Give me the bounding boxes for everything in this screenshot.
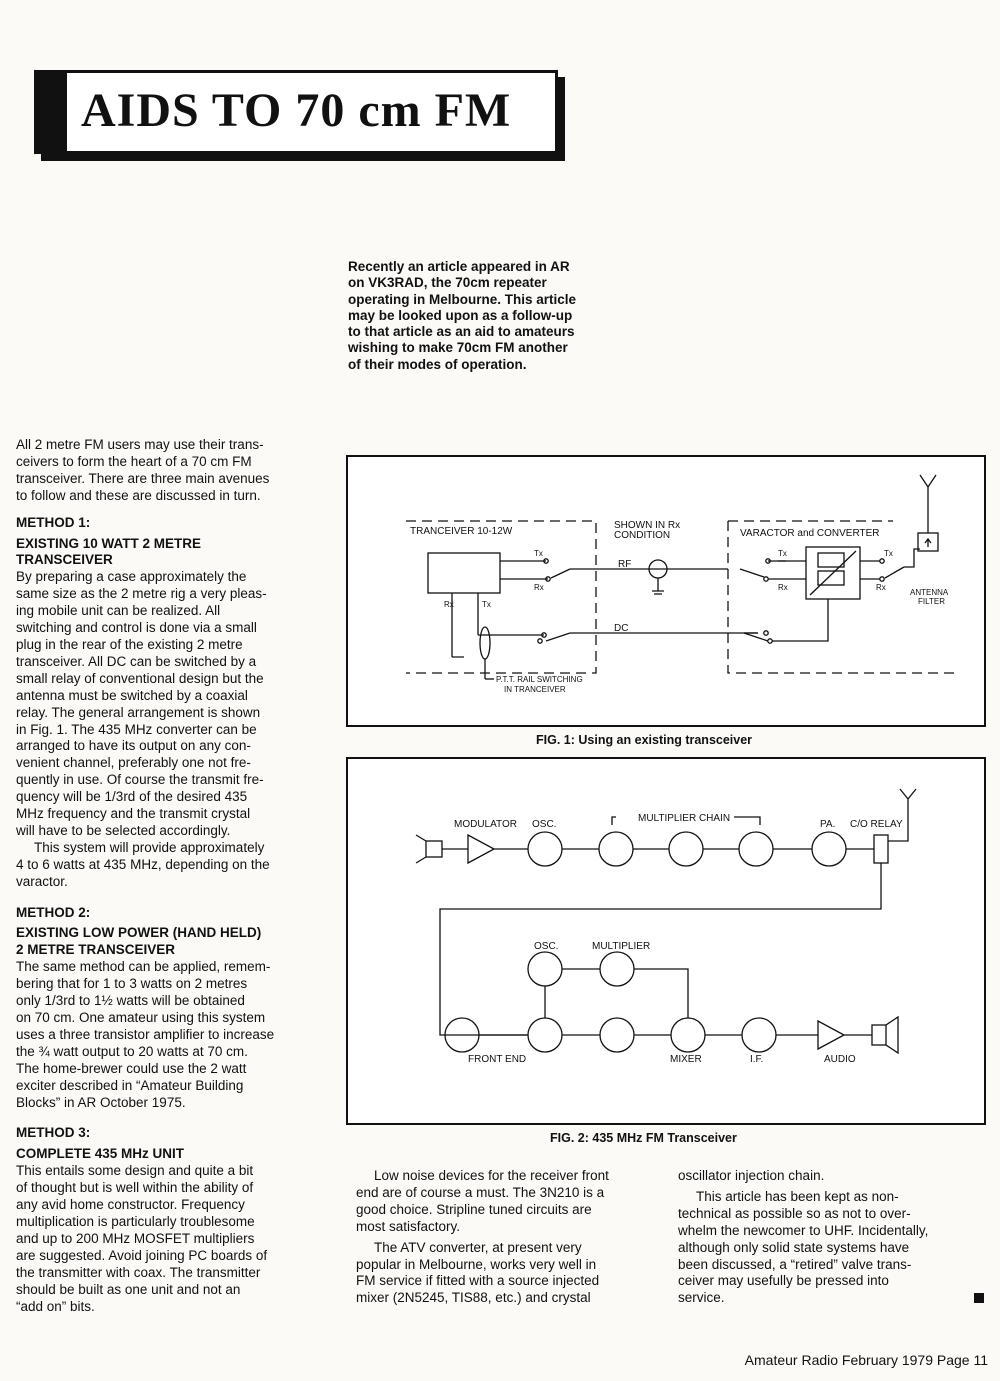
- method3-subheading: COMPLETE 435 MHz UNIT: [16, 1146, 185, 1162]
- lead-line: may be looked upon as a follow-up: [348, 307, 573, 323]
- fig2-label-pa: PA.: [820, 819, 836, 830]
- fig1-label-tranceiver: TRANCEIVER 10-12W: [410, 526, 513, 537]
- method3-heading: METHOD 3:: [16, 1125, 91, 1141]
- lead-line: Recently an article appeared in AR: [348, 259, 570, 274]
- figure-1: [346, 455, 986, 727]
- method1-paragraph: By preparing a case approximately the same size as the 2 metre rig a very pleas- ing mobile unit can be realized. All switching and control is done via a small plug in the rear of the existing 2 metre transceiver. All DC can be switched by a small relay of conventional design but the antenna must be switched by a coaxial relay. The general arrangement is shown in Fig. 1. The 435 MHz converter can be arranged to have its output on any con- venient channel, preferably one not fre- quently in use. Of course the transmit fre- quency will be 1/3rd of the desired 435 MHz frequency and the transmit crystal will have to be selected accordingly.: [16, 569, 267, 838]
- fig2-label-modulator: MODULATOR: [454, 819, 517, 830]
- fig2-label-audio: AUDIO: [824, 1054, 856, 1065]
- figure-1-diagram: [348, 457, 984, 725]
- page-title: AIDS TO 70 cm FM: [81, 84, 512, 137]
- fig1-label-ptt: P.T.T. RAIL SWITCHING: [496, 675, 583, 684]
- fig1-label-antenna: ANTENNA: [910, 588, 949, 597]
- fig1-label-tx-2: Tx: [482, 600, 491, 609]
- body-column-3: [678, 1168, 984, 1311]
- fig1-label-tx-1: Tx: [534, 549, 543, 558]
- method2-heading: METHOD 2:: [16, 904, 91, 920]
- col2-paragraph-1: Low noise devices for the receiver front end are of course a must. The 3N210 is a good choice. Stripline tuned circuits are most satisfactory.: [356, 1168, 609, 1234]
- method1-paragraph-2: This system will provide approximately 4 to 6 watts at 435 MHz, depending on the varactor.: [16, 839, 270, 889]
- fig1-label-rx-4: Rx: [876, 583, 886, 592]
- fig2-label-multiplier-chain: MULTIPLIER CHAIN: [638, 813, 731, 824]
- col3-paragraph-1: oscillator injection chain.: [678, 1168, 825, 1183]
- fig1-label-condition: CONDITION: [614, 530, 671, 541]
- fig1-label-tx-4: Tx: [884, 549, 893, 558]
- fig1-label-dc: DC: [614, 623, 629, 634]
- title-banner-bar: [37, 73, 67, 151]
- lead-line: wishing to make 70cm FM another: [348, 340, 568, 356]
- fig1-label-rf: RF: [618, 559, 632, 570]
- fig2-label-multiplier: MULTIPLIER: [592, 941, 651, 952]
- fig2-label-mixer: MIXER: [670, 1054, 702, 1065]
- fig1-label-ptt-2: IN TRANCEIVER: [504, 685, 566, 694]
- body-column-2: [356, 1168, 646, 1311]
- title-banner: [34, 70, 558, 154]
- lead-line: operating in Melbourne. This article: [348, 291, 577, 307]
- fig2-label-if: I.F.: [750, 1054, 764, 1065]
- body-column-1: [16, 437, 316, 1315]
- figure-1-caption: FIG. 1: Using an existing transceiver: [536, 733, 753, 747]
- intro-paragraph: All 2 metre FM users may use their trans- ceivers to form the heart of a 70 cm FM transceiver. There are three main avenues to follow and these are discussed in turn.: [16, 437, 270, 503]
- fig1-label-rx-1: Rx: [534, 583, 544, 592]
- lead-line: on VK3RAD, the 70cm repeater: [348, 275, 547, 291]
- lead-paragraph: [348, 259, 648, 373]
- fig1-label-filter: FILTER: [918, 597, 945, 606]
- lead-line: to that article as an aid to amateurs: [348, 324, 575, 340]
- fig1-label-rx-3: Rx: [778, 583, 788, 592]
- fig2-label-co-relay: C/O RELAY: [850, 819, 903, 830]
- fig1-label-rx-2: Rx: [444, 600, 454, 609]
- col3-last-line: service.: [678, 1290, 984, 1307]
- page-footer: Amateur Radio February 1979 Page 11: [744, 1352, 988, 1368]
- fig2-label-osc-2: OSC.: [534, 941, 559, 952]
- figure-2: [346, 757, 986, 1125]
- method2-paragraph: The same method can be applied, remem- bering that for 1 to 3 watts on 2 metres only 1/3rd to 1½ watts will be obtained on 70 cm. One amateur using this system uses a three transistor amplifier to increase the ¾ watt output to 20 watts at 70 cm. The home-brewer could use the 2 watt exciter described in “Amateur Building Blocks” in AR October 1975.: [16, 959, 275, 1110]
- method1-subheading: EXISTING 10 WATT 2 METRE TRANSCEIVER: [16, 535, 202, 568]
- figure-2-diagram: [348, 759, 984, 1123]
- method2-subheading: EXISTING LOW POWER (HAND HELD) 2 METRE TRANSCEIVER: [16, 925, 262, 958]
- col3-paragraph-2: This article has been kept as non- technical as possible so as not to over- whelm the newcomer to UHF. Incidentally, although only solid state systems have been discussed, a “retired” valve trans- ceiver may usefully be pressed into service.: [678, 1189, 984, 1307]
- lead-line: of their modes of operation.: [348, 356, 527, 372]
- end-of-article-icon: [974, 1293, 984, 1303]
- fig1-label-varactor: VARACTOR and CONVERTER: [740, 528, 880, 539]
- method1-heading: METHOD 1:: [16, 514, 91, 530]
- method3-paragraph: This entails some design and quite a bit of thought but is well within the ability of any avid home constructor. Frequency multiplication is particularly troublesome and up to 200 MHz MOSFET multipliers are suggested. Avoid joining PC boards of the transmitter with coax. The transmitter should be built as one unit and not an “add on” bits.: [16, 1163, 268, 1314]
- figure-2-caption: FIG. 2: 435 MHz FM Transceiver: [550, 1131, 737, 1145]
- fig1-label-shown: SHOWN IN Rx: [614, 520, 681, 531]
- col2-paragraph-2: The ATV converter, at present very popular in Melbourne, works very well in FM service if fitted with a source injected mixer (2N5245, TIS88, etc.) and crystal: [356, 1239, 600, 1306]
- fig1-label-tx-3: Tx: [778, 549, 787, 558]
- fig2-label-osc: OSC.: [532, 819, 557, 830]
- fig2-label-front-end: FRONT END: [468, 1054, 527, 1065]
